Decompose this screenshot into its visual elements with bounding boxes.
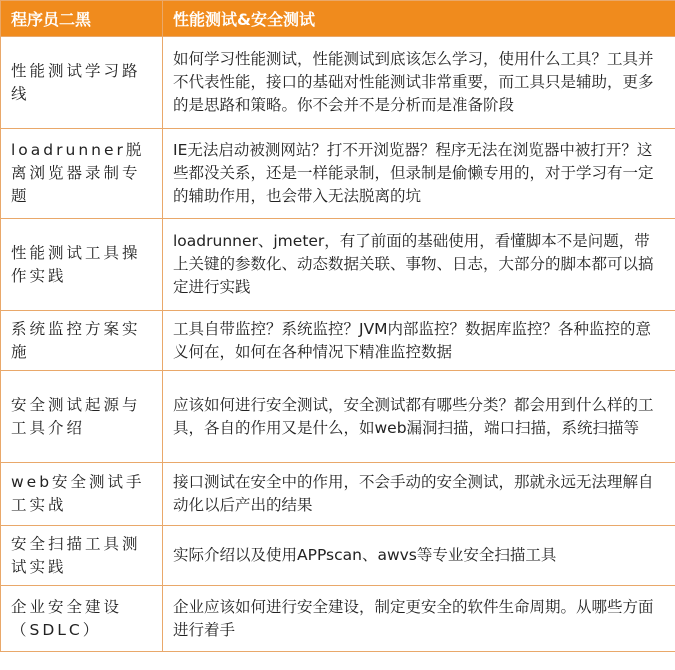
row-topic: 性能测试工具操作实践: [1, 219, 163, 311]
table-row: [1, 37, 675, 129]
row-content: 如何学习性能测试，性能测试到底该怎么学习，使用什么工具？工具并不代表性能，接口的基础对性能测试非常重要，而工具只是辅助，更多的是思路和策略。你不会并不是分析而是准备阶段: [163, 37, 675, 129]
row-content: 企业应该如何进行安全建设，制定更安全的软件生命周期。从哪些方面进行着手: [163, 586, 675, 652]
row-content: 实际介绍以及使用APPscan、awvs等专业安全扫描工具: [163, 526, 675, 586]
row-topic: loadrunner脱离浏览器录制专题: [1, 129, 163, 219]
table-row: [1, 526, 675, 586]
table-row: [1, 463, 675, 526]
table-row: [1, 586, 675, 652]
row-topic: 企业安全建设（SDLC）: [1, 586, 163, 652]
header-subject: 性能测试&安全测试: [163, 1, 675, 37]
table-row: [1, 219, 675, 311]
header-row: [1, 1, 675, 37]
row-topic: web安全测试手工实战: [1, 463, 163, 526]
row-content: 接口测试在安全中的作用，不会手动的安全测试，那就永远无法理解自动化以后产出的结果: [163, 463, 675, 526]
row-content: loadrunner、jmeter，有了前面的基础使用，看懂脚本不是问题，带上关键的参数化、动态数据关联、事物、日志，大部分的脚本都可以搞定进行实践: [163, 219, 675, 311]
row-content: IE无法启动被测网站？打不开浏览器？程序无法在浏览器中被打开？这些都没关系，还是一样能录制，但录制是偷懒专用的，对于学习有一定的辅助作用，也会带入无法脱离的坑: [163, 129, 675, 219]
row-content: 工具自带监控？系统监控？JVM内部监控？数据库监控？各种监控的意义何在，如何在各种情况下精准监控数据: [163, 311, 675, 371]
row-topic: 安全扫描工具测试实践: [1, 526, 163, 586]
row-topic: 性能测试学习路线: [1, 37, 163, 129]
table-row: [1, 371, 675, 463]
row-topic: 系统监控方案实施: [1, 311, 163, 371]
row-topic: 安全测试起源与工具介绍: [1, 371, 163, 463]
header-author: 程序员二黑: [1, 1, 163, 37]
row-content: 应该如何进行安全测试，安全测试都有哪些分类？都会用到什么样的工具，各自的作用又是什么，如web漏洞扫描，端口扫描，系统扫描等: [163, 371, 675, 463]
table-row: [1, 311, 675, 371]
table-row: [1, 129, 675, 219]
